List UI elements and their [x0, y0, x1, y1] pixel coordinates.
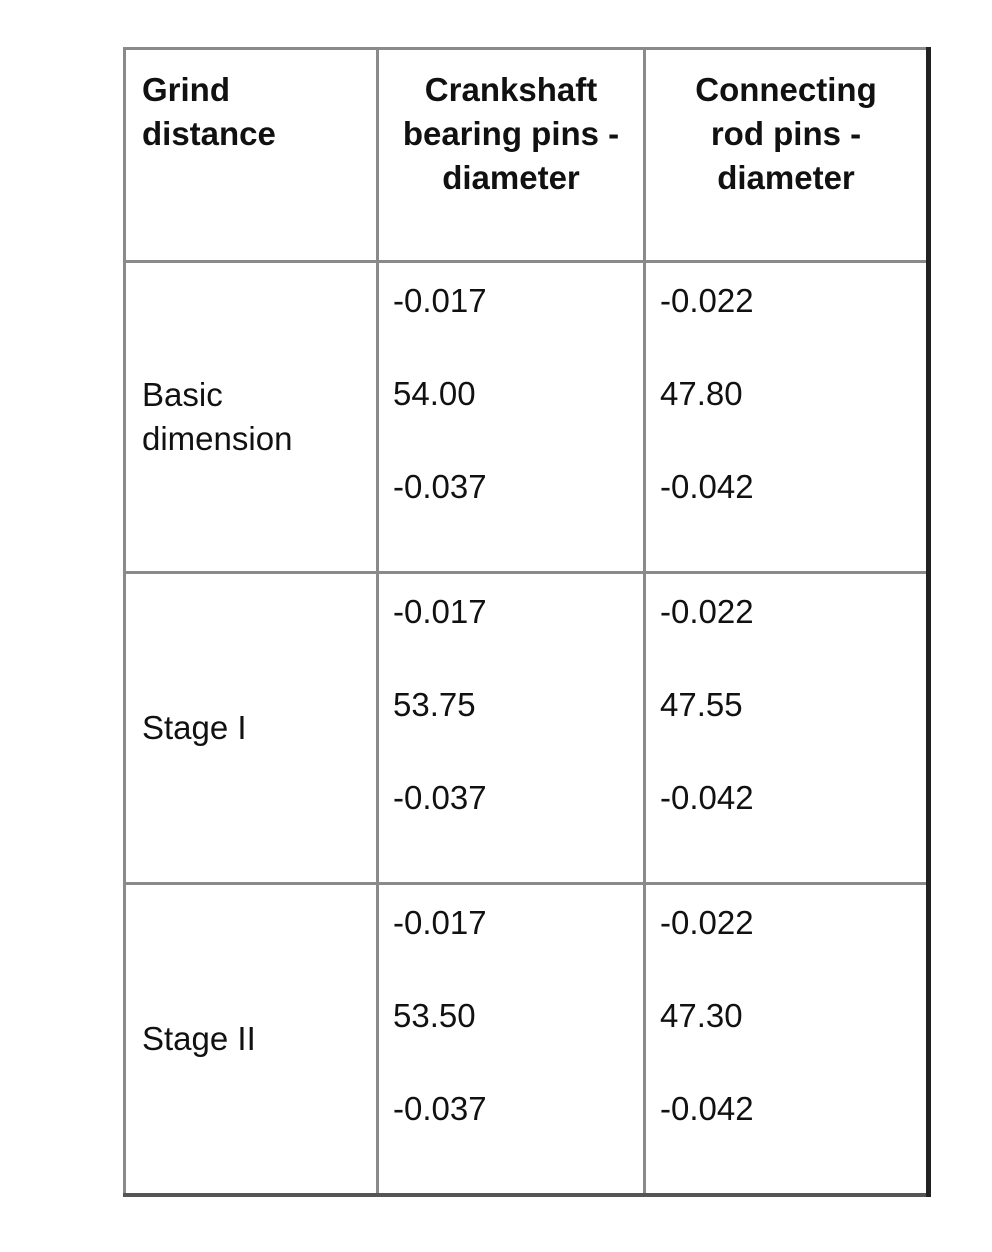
nominal-diameter: 47.30 — [660, 997, 743, 1034]
row-label — [125, 262, 378, 573]
header-line: rod pins - — [710, 115, 862, 152]
header-row — [125, 49, 929, 262]
nominal-diameter: 53.50 — [393, 997, 476, 1034]
row-label-line: Basic — [142, 376, 223, 413]
header-line: Crankshaft — [424, 71, 598, 108]
table-row-stage-1 — [125, 573, 929, 884]
connecting-rod-values — [645, 573, 929, 884]
header-line: distance — [142, 115, 276, 152]
header-line: diameter — [442, 159, 580, 196]
lower-tolerance: -0.037 — [393, 1090, 487, 1127]
lower-tolerance: -0.042 — [660, 1090, 754, 1127]
row-label-line: Stage II — [142, 1019, 256, 1057]
lower-tolerance: -0.042 — [660, 779, 754, 816]
row-label — [125, 573, 378, 884]
upper-tolerance: -0.022 — [660, 593, 754, 630]
grind-distance-table — [123, 47, 931, 1197]
table-row-stage-2 — [125, 884, 929, 1195]
nominal-diameter: 47.80 — [660, 375, 743, 412]
header-line: Grind — [142, 71, 230, 108]
row-label-line: dimension — [142, 420, 293, 457]
upper-tolerance: -0.017 — [393, 282, 487, 319]
crankshaft-values — [378, 884, 645, 1195]
crankshaft-values — [378, 573, 645, 884]
nominal-diameter: 53.75 — [393, 686, 476, 723]
header-crankshaft-bearing-pins — [378, 49, 645, 262]
row-label-line: Stage I — [142, 709, 247, 746]
grind-distance-table-wrapper — [123, 47, 927, 1195]
connecting-rod-values — [645, 884, 929, 1195]
crankshaft-values — [378, 262, 645, 573]
header-connecting-rod-pins — [645, 49, 929, 262]
header-line: diameter — [717, 159, 855, 196]
header-line: bearing pins - — [402, 115, 620, 152]
connecting-rod-values — [645, 262, 929, 573]
header-line: Connecting — [695, 71, 877, 108]
upper-tolerance: -0.017 — [393, 593, 487, 630]
upper-tolerance: -0.022 — [660, 282, 754, 319]
lower-tolerance: -0.037 — [393, 779, 487, 816]
nominal-diameter: 47.55 — [660, 686, 743, 723]
upper-tolerance: -0.022 — [660, 904, 754, 941]
lower-tolerance: -0.042 — [660, 468, 754, 505]
row-label — [125, 884, 378, 1195]
header-grind-distance — [125, 49, 378, 262]
lower-tolerance: -0.037 — [393, 468, 487, 505]
table-row-basic-dimension — [125, 262, 929, 573]
upper-tolerance: -0.017 — [393, 904, 487, 941]
nominal-diameter: 54.00 — [393, 375, 476, 412]
